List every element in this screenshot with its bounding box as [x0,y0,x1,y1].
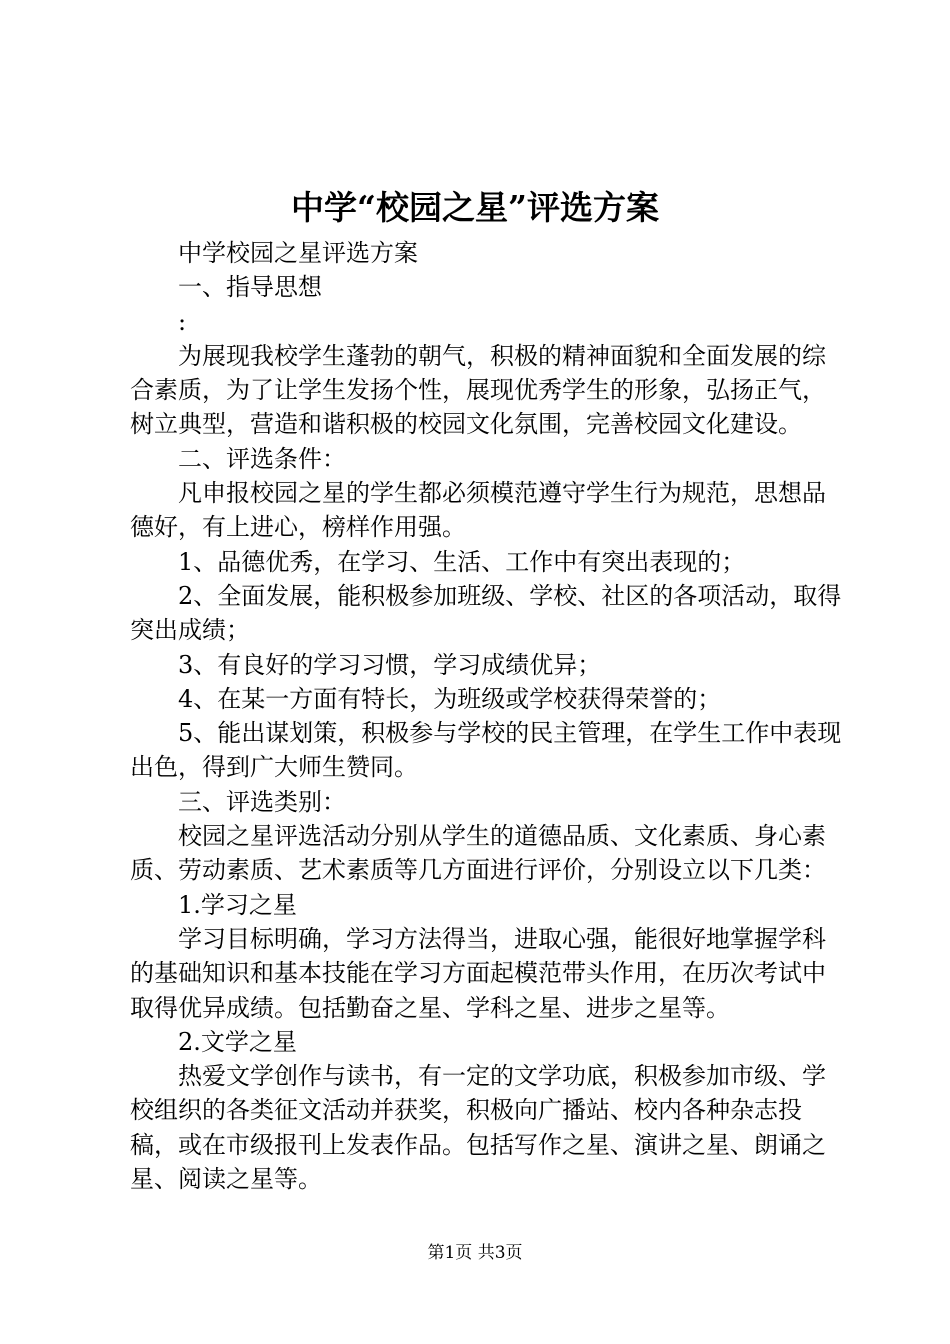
paragraph-criteria-3: 3、有良好的学习习惯，学习成绩优异； [178,650,602,679]
paragraph-guiding-ideology: 为展现我校学生蓬勃的朝气，积极的精神面貌和全面发展的综合素质，为了让学生发扬个性，展现优秀学生的形象，弘扬正气，树立典型，营造和谐积极的校园文化氛围，完善校园文化建设。 [130,341,826,439]
paragraph-categories-intro: 校园之星评选活动分别从学生的道德品质、文化素质、身心素质、劳动素质、艺术素质等几方面进行评价，分别设立以下几类： [130,822,826,885]
paragraph-doc-subtitle: 中学校园之星评选方案 [178,239,418,267]
paragraph-criteria-2: 2、全面发展，能积极参加班级、学校、社区的各项活动，取得突出成绩； [130,581,842,645]
paragraph-study-star: 学习目标明确，学习方法得当，进取心强，能很好地掌握学科的基础知识和基本技能在学习方面起模范带头作用，在历次考试中取得优异成绩。包括勤奋之星、学科之星、进步之星等。 [130,924,826,1022]
paragraph-heading-categories: 三、评选类别： [178,787,346,816]
paragraph-heading-criteria: 二、评选条件： [178,444,346,473]
document-body [130,236,842,1196]
paragraph-colon: : [178,307,187,336]
paragraph-heading-study-star: 1.学习之星 [178,890,297,919]
document-title: 中学“校园之星”评选方案 [291,188,659,227]
paragraph-heading-guiding-ideology: 一、指导思想 [178,273,322,302]
paragraph-criteria-intro: 凡申报校园之星的学生都必须模范遵守学生行为规范，思想品德好，有上进心，榜样作用强。 [130,479,826,542]
paragraph-criteria-1: 1、品德优秀，在学习、生活、工作中有突出表现的； [178,547,746,576]
paragraph-criteria-5: 5、能出谋划策，积极参与学校的民主管理，在学生工作中表现出色，得到广大师生赞同。 [130,719,842,782]
paragraph-literature-star: 热爱文学创作与读书，有一定的文学功底，积极参加市级、学校组织的各类征文活动并获奖，积极向广播站、校内各种杂志投稿，或在市级报刊上发表作品。包括写作之星、演讲之星、朗诵之星、阅读之星等。 [130,1062,826,1194]
paragraph-heading-literature-star: 2.文学之星 [178,1027,297,1056]
page-footer: 第1页 共3页 [427,1243,523,1263]
paragraph-criteria-4: 4、在某一方面有特长，为班级或学校获得荣誉的； [178,684,722,713]
